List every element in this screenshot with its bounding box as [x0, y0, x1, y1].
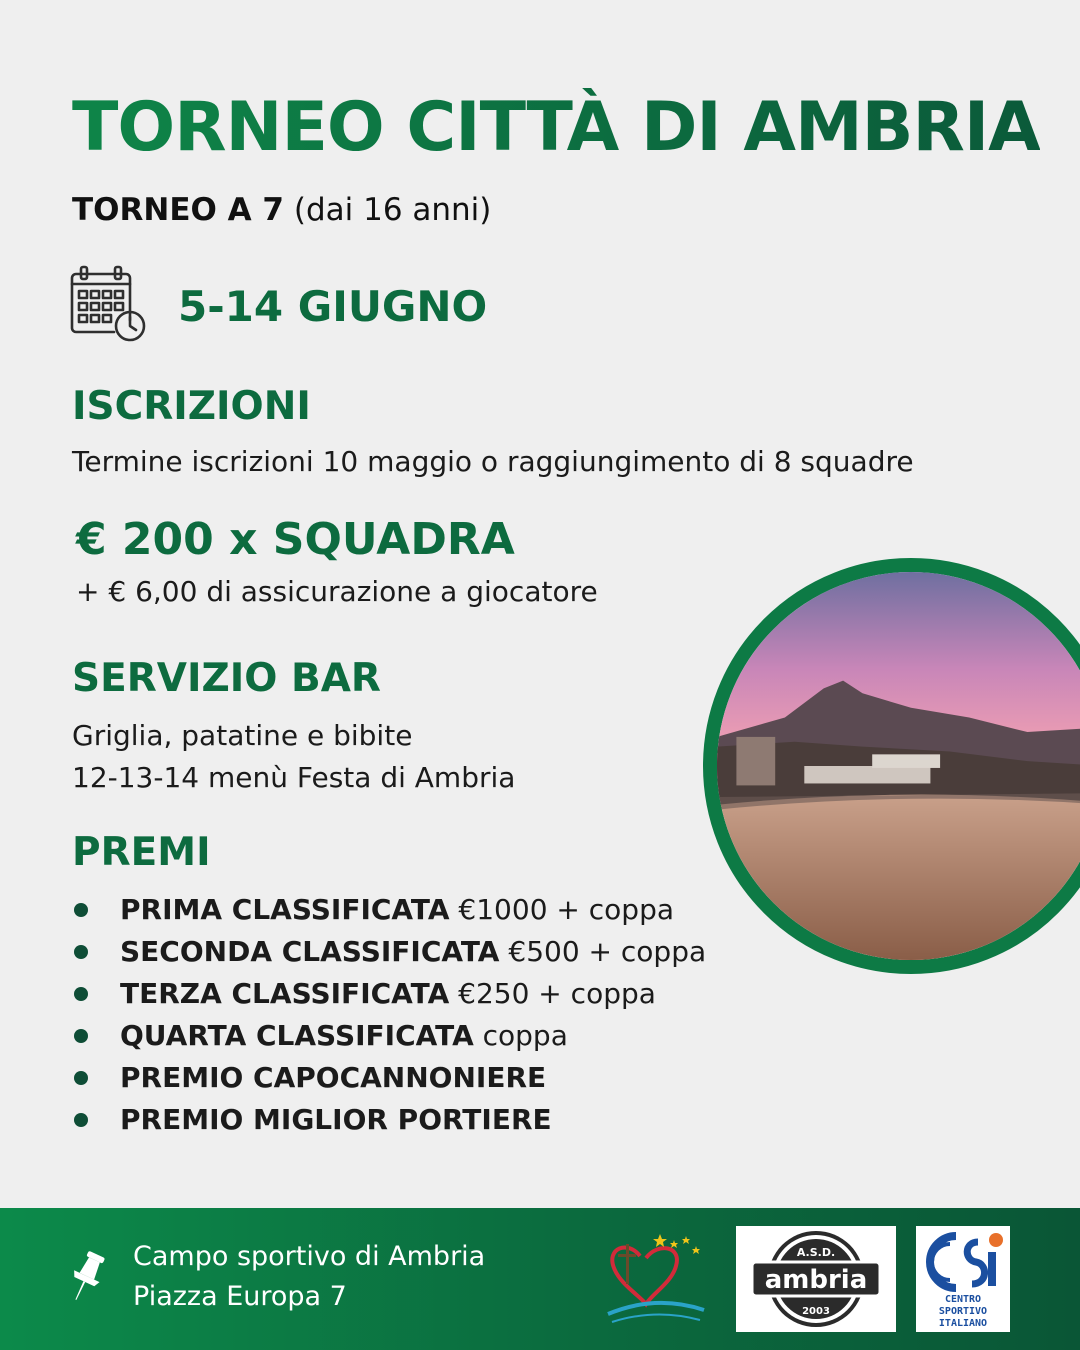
prize-name: TERZA CLASSIFICATA: [120, 977, 450, 1010]
prize-value: €1000 + coppa: [449, 893, 674, 926]
premi-heading: PREMI: [72, 830, 211, 875]
list-item: [72, 890, 706, 932]
tournament-dates: 5-14 GIUGNO: [178, 282, 488, 331]
prize-name: SECONDA CLASSIFICATA: [120, 935, 500, 968]
bullet-icon: [74, 1071, 88, 1085]
field-photo: [703, 558, 1080, 974]
iscrizioni-heading: ISCRIZIONI: [72, 384, 311, 429]
list-item: [72, 1058, 706, 1100]
pushpin-icon: [66, 1250, 106, 1306]
asd-logo-year: 2003: [802, 1306, 830, 1317]
prize-name: QUARTA CLASSIFICATA: [120, 1019, 474, 1052]
list-item: [72, 1016, 706, 1058]
team-fee: € 200 x SQUADRA: [76, 514, 515, 565]
bullet-icon: [74, 1029, 88, 1043]
prize-value: €500 + coppa: [499, 935, 707, 968]
bullet-icon: [74, 1113, 88, 1127]
iscrizioni-text: Termine iscrizioni 10 maggio o raggiungimento di 8 squadre: [72, 445, 914, 478]
prize-value: €250 + coppa: [449, 977, 656, 1010]
page-title: TORNEO CITTÀ DI AMBRIA: [72, 88, 1040, 167]
bullet-icon: [74, 945, 88, 959]
prize-name: PRIMA CLASSIFICATA: [120, 893, 450, 926]
csi-line-1: CENTRO: [944, 1294, 982, 1305]
bar-line-2: 12-13-14 menù Festa di Ambria: [72, 761, 516, 794]
prize-name: PREMIO CAPOCANNONIERE: [120, 1061, 547, 1094]
calendar-clock-icon: [70, 264, 150, 344]
list-item: [72, 974, 706, 1016]
prizes-list: [72, 890, 706, 1142]
insurance-note: + € 6,00 di assicurazione a giocatore: [76, 575, 598, 608]
bar-heading: SERVIZIO BAR: [72, 656, 381, 701]
tournament-format-bold: TORNEO A 7: [72, 192, 284, 228]
bar-line-1: Griglia, patatine e bibite: [72, 719, 413, 752]
bullet-icon: [74, 987, 88, 1001]
csi-line-2: SPORTIVO: [938, 1306, 988, 1317]
prize-name: PREMIO MIGLIOR PORTIERE: [120, 1103, 552, 1136]
address-line-1: Campo sportivo di Ambria: [133, 1241, 486, 1272]
list-item: [72, 1100, 706, 1142]
csi-logo: [916, 1226, 1010, 1332]
bullet-icon: [74, 903, 88, 917]
tournament-format-age: (dai 16 anni): [284, 192, 492, 228]
tournament-format: [72, 192, 491, 228]
parish-logo: [600, 1224, 712, 1332]
address-line-2: Piazza Europa 7: [133, 1281, 347, 1312]
list-item: [72, 932, 706, 974]
asd-ambria-logo: [736, 1226, 896, 1332]
asd-logo-top: A.S.D.: [796, 1246, 836, 1259]
csi-line-3: ITALIANO: [938, 1318, 988, 1329]
asd-logo-name: ambria: [764, 1265, 868, 1295]
prize-value: coppa: [473, 1019, 568, 1052]
